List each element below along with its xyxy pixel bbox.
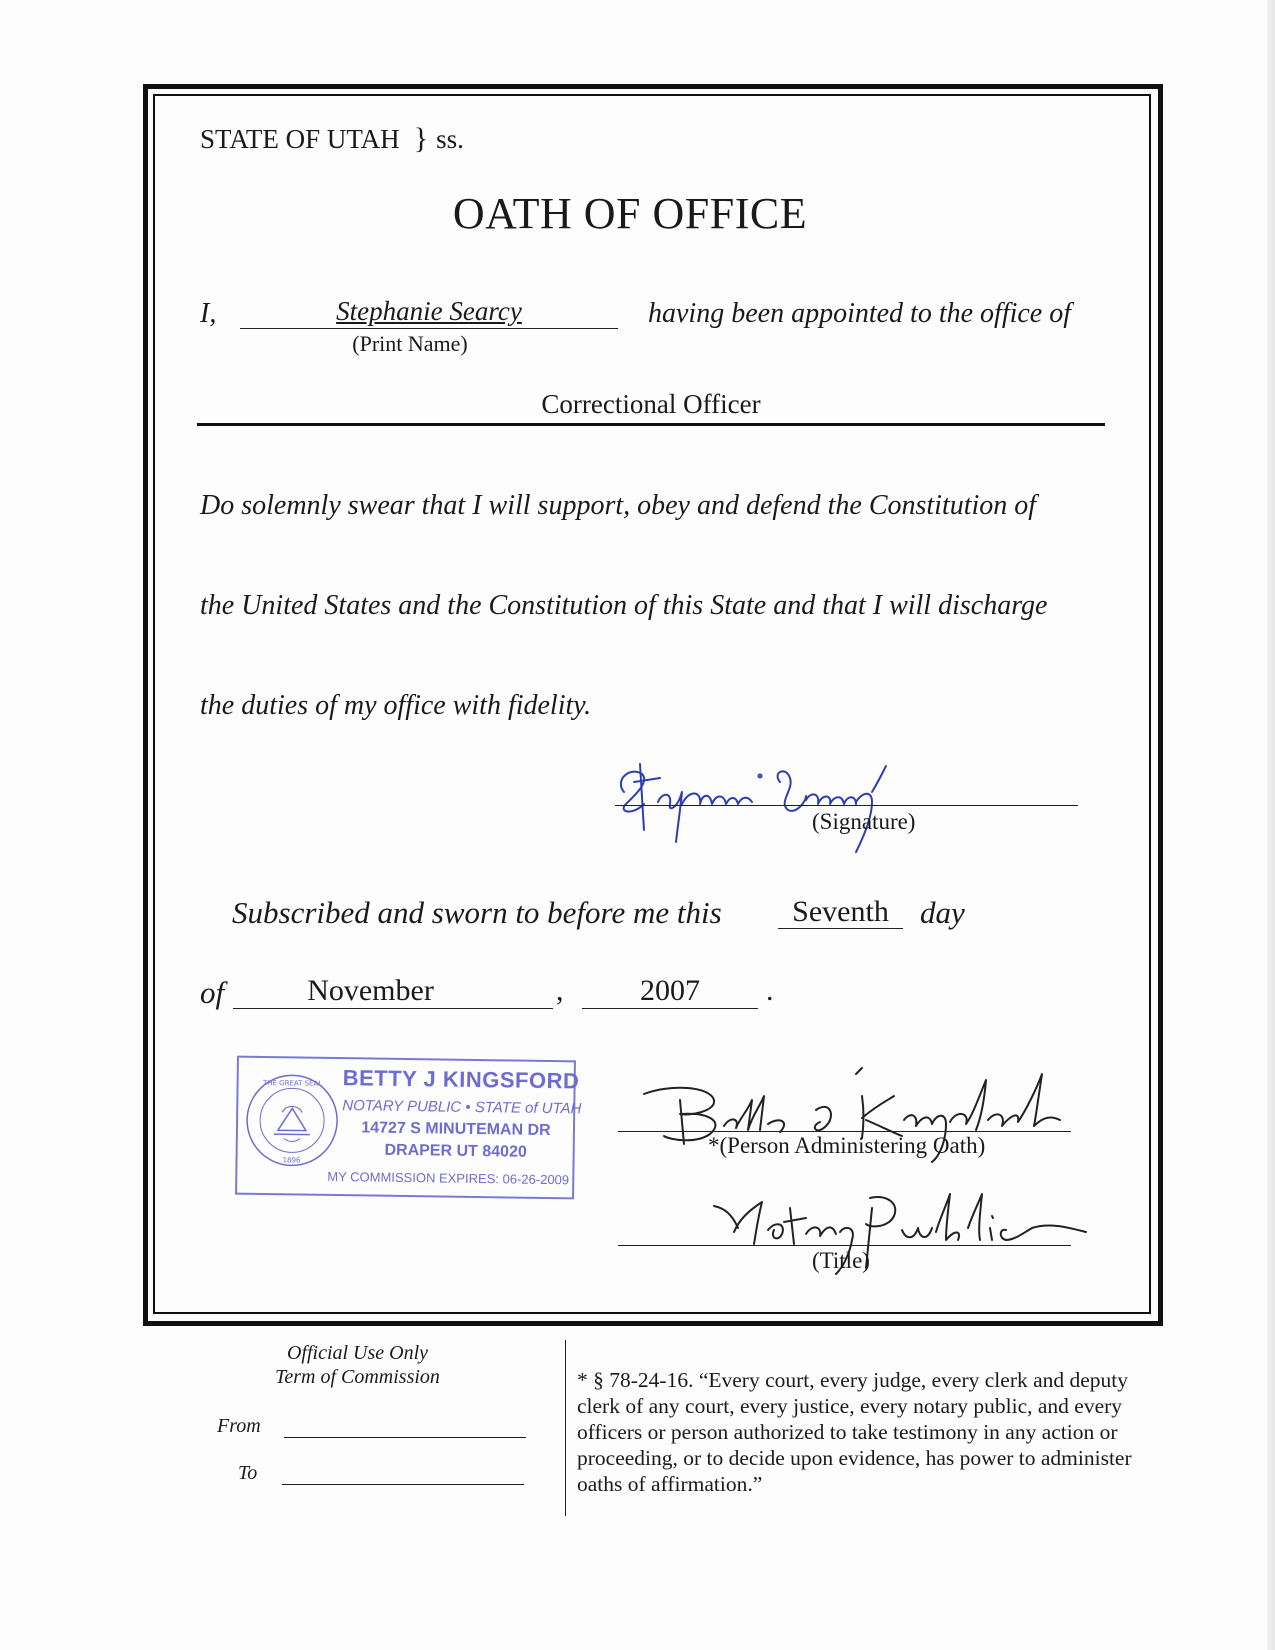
official-use-heading: Official Use Only	[286, 1342, 429, 1364]
day-value: Seventh	[792, 895, 889, 928]
administrator-caption: *(Person Administering Oath)	[708, 1133, 986, 1158]
signature-caption: (Signature)	[812, 809, 916, 834]
sworn-text: Subscribed and sworn to before me this	[232, 895, 722, 930]
stamp-line-4: DRAPER UT 84020	[384, 1141, 527, 1161]
year-value: 2007	[640, 974, 700, 1007]
handwritten-title	[710, 1188, 1090, 1278]
state-seal-icon	[243, 1072, 340, 1169]
office-value: Correctional Officer	[541, 389, 761, 419]
print-name-caption: (Print Name)	[352, 331, 468, 356]
day-line	[778, 928, 903, 929]
stamp-name: BETTY J KINGSFORD	[342, 1065, 580, 1094]
ss-label: ss.	[436, 124, 464, 154]
state-name: STATE OF UTAH	[200, 124, 400, 154]
administrator-line	[618, 1131, 1071, 1132]
to-label: To	[238, 1462, 258, 1484]
year-line	[582, 1008, 758, 1009]
title-line	[618, 1245, 1071, 1246]
document-title: OATH OF OFFICE	[452, 189, 808, 238]
stamp-line-5: MY COMMISSION EXPIRES: 06-26-2009	[327, 1168, 570, 1188]
brace: }	[413, 122, 429, 155]
to-line	[282, 1484, 524, 1485]
from-line	[284, 1437, 526, 1438]
oath-line-2: the United States and the Constitution of this State and that I will discharge	[200, 590, 1048, 621]
print-name-value: Stephanie Searcy	[336, 296, 522, 326]
statute-footnote: * § 78-24-16. “Every court, every judge, every clerk and deputy clerk of any court, every justice, every notary public, and every officers or person authorized to take testimony in any action or proceeding, or to decide upon evidence, has power to administer oaths of affirmation.”	[577, 1368, 1132, 1496]
print-name-line	[240, 328, 618, 329]
vertical-divider	[565, 1340, 566, 1516]
notary-stamp	[235, 1056, 582, 1200]
svg-text:THE GREAT SEAL: THE GREAT SEAL	[262, 1079, 323, 1088]
svg-text:1896: 1896	[282, 1156, 301, 1165]
office-line	[197, 423, 1105, 426]
stamp-line-3: 14727 S MINUTEMAN DR	[361, 1119, 551, 1140]
oath-line-3: the duties of my office with fidelity.	[200, 690, 592, 721]
month-value: November	[307, 974, 434, 1007]
day-word: day	[920, 895, 965, 930]
oath-line-1: Do solemnly swear that I will support, obey and defend the Constitution of	[200, 490, 1037, 521]
title-caption: (Title)	[812, 1248, 870, 1273]
of-word: of	[200, 975, 225, 1010]
page-edge-shadow	[1267, 0, 1275, 1650]
stamp-line-2: NOTARY PUBLIC • STATE of UTAH	[342, 1097, 582, 1118]
i-label: I,	[200, 298, 217, 329]
from-label: From	[217, 1415, 261, 1437]
appointed-text: having been appointed to the office of	[648, 298, 1072, 329]
month-line	[233, 1008, 553, 1009]
handwritten-signature	[610, 752, 940, 862]
date-period: .	[766, 974, 774, 1007]
state-heading	[200, 122, 464, 156]
term-of-commission-heading: Term of Commission	[275, 1366, 440, 1388]
signature-line	[615, 805, 1078, 806]
date-comma: ,	[556, 974, 564, 1007]
